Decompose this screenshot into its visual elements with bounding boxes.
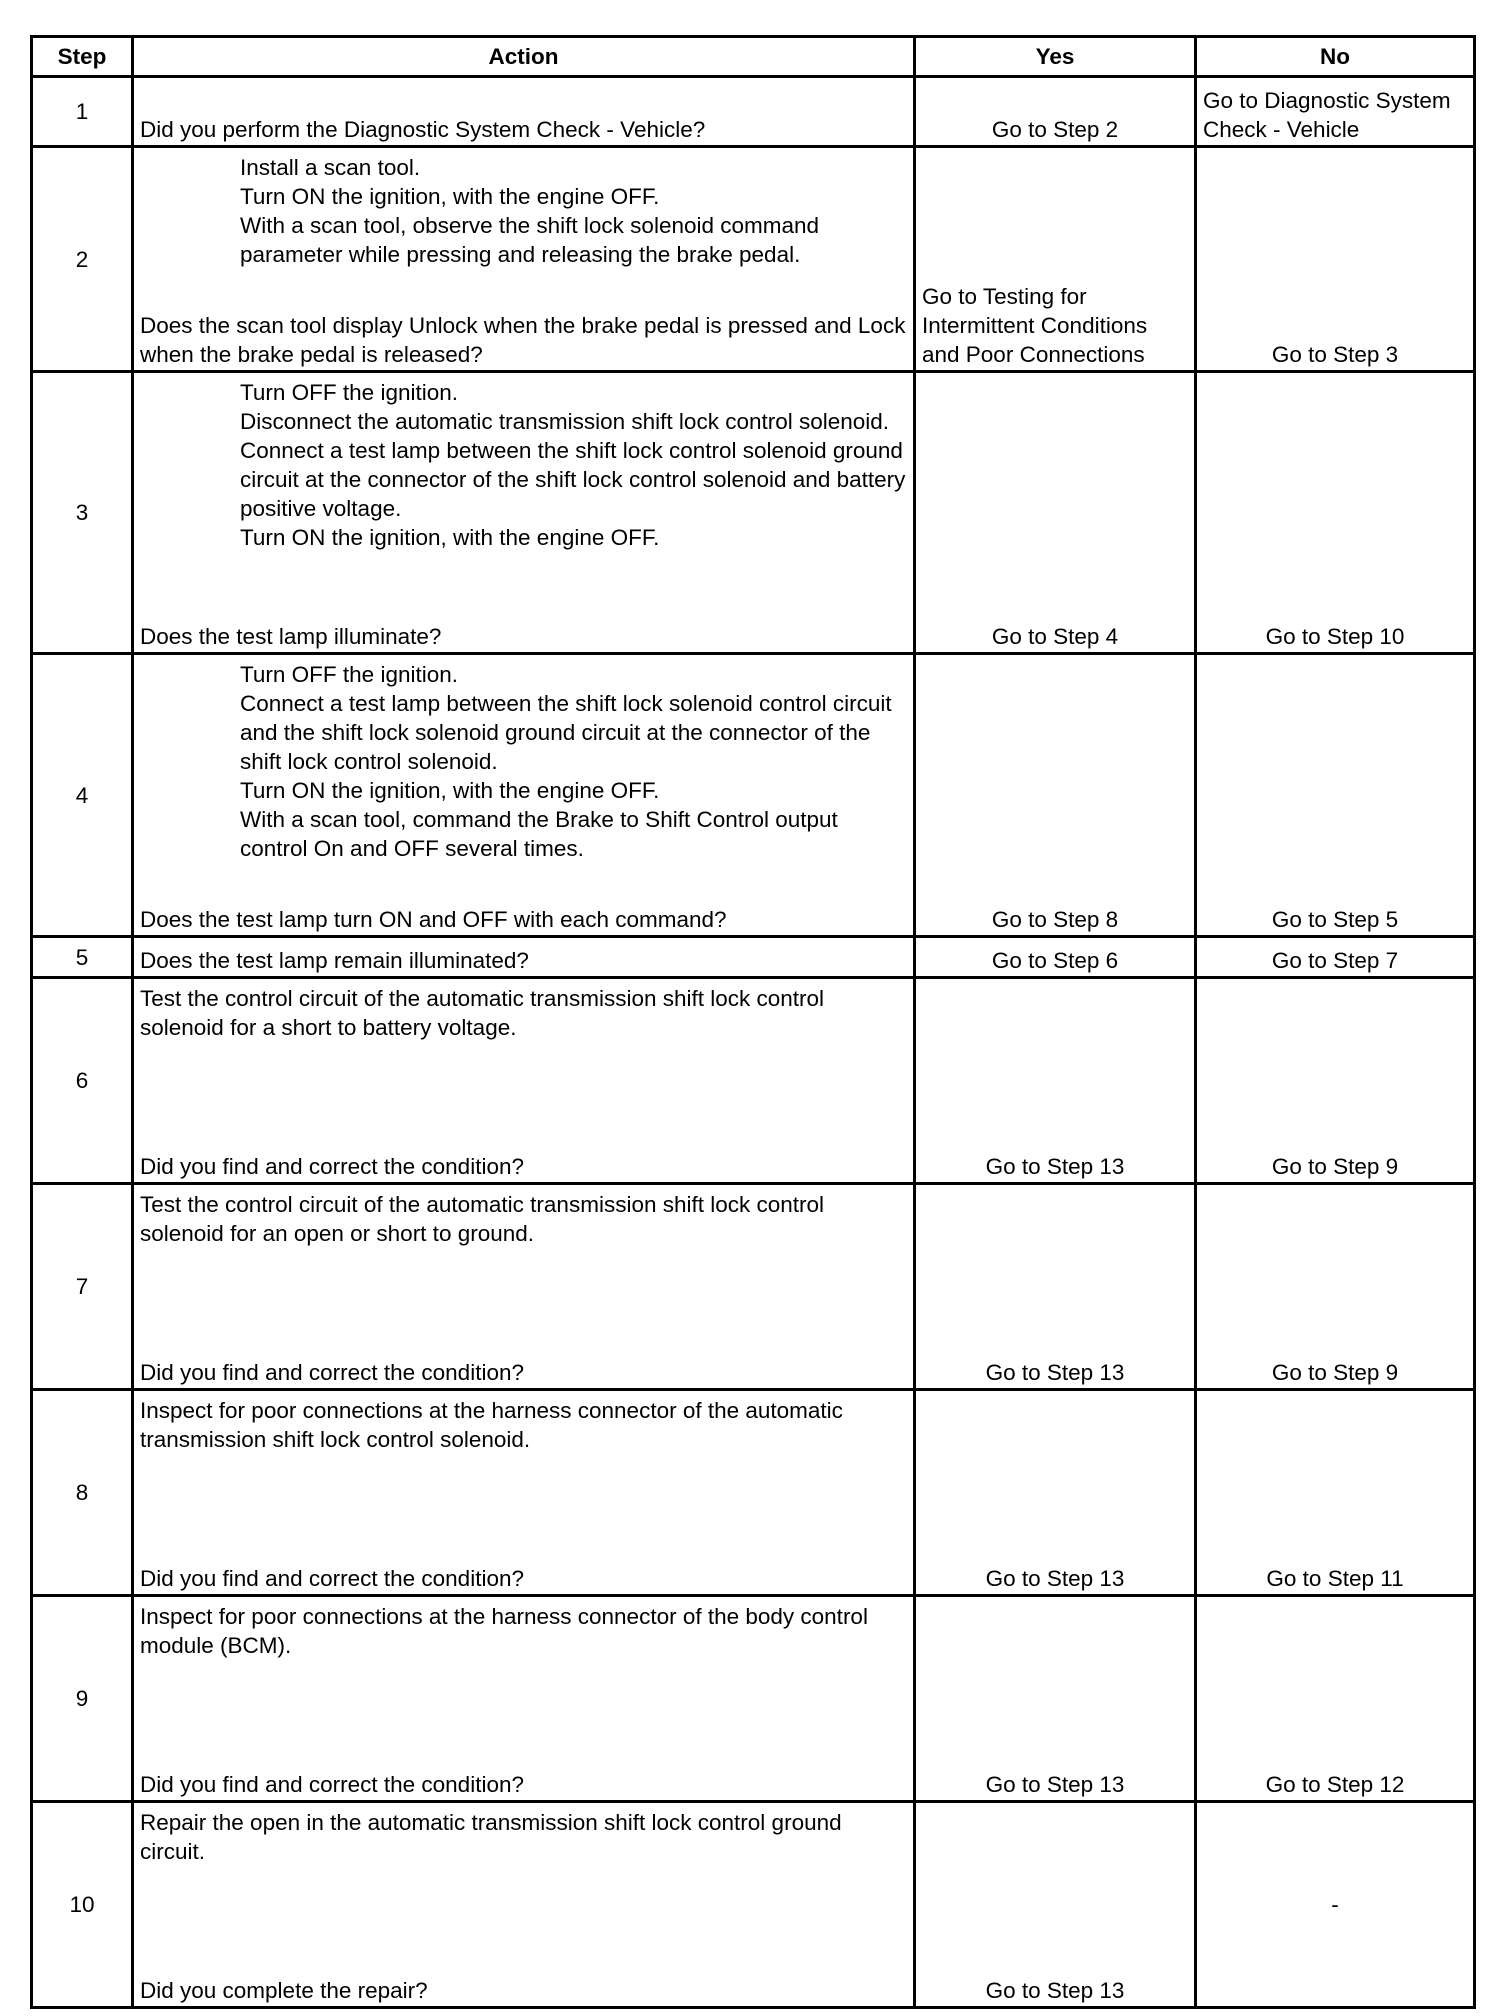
table-row (32, 1390, 1475, 1596)
step-number: 10 (32, 1802, 133, 2008)
step-number: 7 (32, 1184, 133, 1390)
header-step: Step (32, 37, 133, 77)
step-number: 2 (32, 147, 133, 372)
yes-result: Go to Step 13 (915, 1596, 1196, 1802)
no-result: Go to Step 10 (1196, 372, 1475, 654)
header-no: No (1196, 37, 1475, 77)
question: Did you complete the repair? (140, 1978, 428, 2003)
step-number: 4 (32, 654, 133, 937)
action-lead: Inspect for poor connections at the harness connector of the body control module (BCM). (140, 1604, 868, 1658)
step-number: 5 (32, 937, 133, 978)
action-cell (133, 147, 915, 372)
instruction: Turn OFF the ignition. (240, 380, 459, 405)
question: Did you find and correct the condition? (140, 1360, 524, 1385)
no-result: Go to Step 5 (1196, 654, 1475, 937)
table-row (32, 372, 1475, 654)
step-number: 8 (32, 1390, 133, 1596)
table-row (32, 978, 1475, 1184)
no-result: - (1196, 1802, 1475, 2008)
yes-result: Go to Step 13 (915, 1802, 1196, 2008)
table-row (32, 1802, 1475, 2008)
yes-result: Go to Step 2 (915, 77, 1196, 147)
question: Did you find and correct the condition? (140, 1772, 524, 1797)
instruction: Disconnect the automatic transmission shift lock control solenoid. (240, 409, 890, 434)
step-number: 3 (32, 372, 133, 654)
action-text: Did you perform the Diagnostic System Check - Vehicle? (133, 77, 915, 147)
yes-result: Go to Step 13 (915, 978, 1196, 1184)
instruction: Connect a test lamp between the shift lock control solenoid ground circuit at the connector of the shift lock control solenoid and battery positive voltage. (240, 438, 906, 521)
header-row (32, 37, 1475, 77)
action-lead: Repair the open in the automatic transmission shift lock control ground circuit. (140, 1810, 842, 1864)
action-cell (133, 1802, 915, 2008)
table-row (32, 654, 1475, 937)
table-row (32, 937, 1475, 978)
action-cell (133, 372, 915, 654)
table-row (32, 1596, 1475, 1802)
no-result: Go to Step 9 (1196, 1184, 1475, 1390)
instruction: With a scan tool, observe the shift lock solenoid command parameter while pressing and releasing the brake pedal. (240, 213, 820, 267)
no-result: Go to Step 3 (1196, 147, 1475, 372)
yes-result: Go to Step 6 (915, 937, 1196, 978)
action-lead: Inspect for poor connections at the harness connector of the automatic transmission shift lock control solenoid. (140, 1398, 843, 1452)
table-row (32, 147, 1475, 372)
no-result: Go to Step 9 (1196, 978, 1475, 1184)
step-number: 1 (32, 77, 133, 147)
instruction-list (140, 660, 907, 863)
question: Did you find and correct the condition? (140, 1154, 524, 1179)
yes-result: Go to Testing for Intermittent Conditions and Poor Connections (915, 147, 1196, 372)
instruction: Turn ON the ignition, with the engine OFF. (240, 184, 660, 209)
yes-result: Go to Step 8 (915, 654, 1196, 937)
yes-result: Go to Step 4 (915, 372, 1196, 654)
header-yes: Yes (915, 37, 1196, 77)
no-result: Go to Step 11 (1196, 1390, 1475, 1596)
action-cell (133, 1390, 915, 1596)
instruction: Install a scan tool. (240, 155, 421, 180)
action-text: Does the test lamp remain illuminated? (133, 937, 915, 978)
header-action: Action (133, 37, 915, 77)
diagnostic-table (30, 35, 1476, 2009)
instruction: Turn ON the ignition, with the engine OFF. (240, 525, 660, 550)
question: Does the scan tool display Unlock when the brake pedal is pressed and Lock when the brake pedal is released? (140, 313, 906, 367)
instruction: Turn ON the ignition, with the engine OFF. (240, 778, 660, 803)
no-result: Go to Diagnostic System Check - Vehicle (1196, 77, 1475, 147)
action-lead: Test the control circuit of the automatic transmission shift lock control solenoid for an open or short to ground. (140, 1192, 825, 1246)
yes-result: Go to Step 13 (915, 1184, 1196, 1390)
instruction-list (140, 153, 907, 269)
question: Did you find and correct the condition? (140, 1566, 524, 1591)
instruction: Connect a test lamp between the shift lock solenoid control circuit and the shift lock solenoid ground circuit at the connector of the shift lock control solenoid. (240, 691, 892, 774)
table-row (32, 77, 1475, 147)
instruction: Turn OFF the ignition. (240, 662, 459, 687)
action-lead: Test the control circuit of the automatic transmission shift lock control solenoid for a short to battery voltage. (140, 986, 825, 1040)
question: Does the test lamp illuminate? (140, 624, 442, 649)
instruction: With a scan tool, command the Brake to Shift Control output control On and OFF several times. (240, 807, 838, 861)
question: Does the test lamp turn ON and OFF with each command? (140, 907, 727, 932)
no-result: Go to Step 7 (1196, 937, 1475, 978)
no-result: Go to Step 12 (1196, 1596, 1475, 1802)
action-cell (133, 978, 915, 1184)
step-number: 9 (32, 1596, 133, 1802)
action-cell (133, 654, 915, 937)
action-cell (133, 1596, 915, 1802)
action-cell (133, 1184, 915, 1390)
table-row (32, 1184, 1475, 1390)
instruction-list (140, 378, 907, 552)
yes-result: Go to Step 13 (915, 1390, 1196, 1596)
step-number: 6 (32, 978, 133, 1184)
